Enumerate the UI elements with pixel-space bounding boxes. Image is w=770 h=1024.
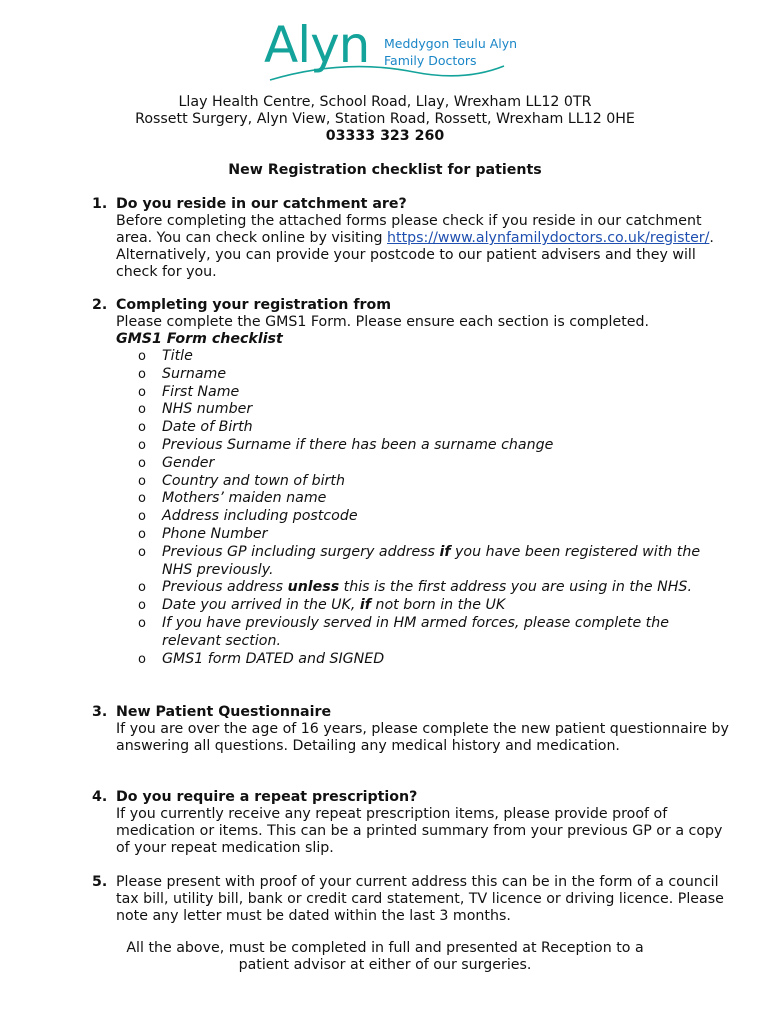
gms1-checklist-title: GMS1 Form checklist xyxy=(116,331,283,347)
logo-subtitle-welsh: Meddygon Teulu Alyn xyxy=(384,36,518,51)
bullet-icon: o xyxy=(138,366,146,382)
checklist-item-text: GMS1 form DATED and SIGNED xyxy=(162,650,385,667)
checklist-item xyxy=(138,508,732,526)
checklist-item-text: First Name xyxy=(162,383,240,400)
checklist-item-text: Previous address xyxy=(162,579,288,596)
checklist-item-text: Previous Surname if there has been a surname change xyxy=(162,436,554,453)
section-3-title: New Patient Questionnaire xyxy=(116,704,332,720)
checklist-item xyxy=(138,651,732,669)
checklist-item-text-after: not born in the UK xyxy=(370,597,506,614)
section-4-title: Do you require a repeat prescription? xyxy=(116,789,418,805)
address-rossett: Rossett Surgery, Alyn View, Station Road, Rossett, Wrexham LL12 0HE xyxy=(135,111,635,127)
bullet-icon: o xyxy=(138,615,146,631)
checklist-item xyxy=(138,544,732,580)
section-5-text: Please present with proof of your current address this can be in the form of a council tax bill, utility bill, bank or credit card statement, TV licence or driving licence. Please note any letter must be dated within the last 3 months. xyxy=(116,874,724,924)
section-2-text: Please complete the GMS1 Form. Please ensure each section is completed. xyxy=(116,314,650,330)
bullet-icon: o xyxy=(138,598,146,614)
checklist-item-emphasis: if xyxy=(439,543,451,560)
bullet-icon: o xyxy=(138,509,146,525)
bullet-icon: o xyxy=(138,384,146,400)
checklist-item xyxy=(138,597,732,615)
checklist-item xyxy=(138,526,732,544)
section-3-text: If you are over the age of 16 years, please complete the new patient questionnaire by answering all questions. Detailing any medical history and medication. xyxy=(116,721,729,754)
section-1-text-before: Before completing the attached forms please check if you reside in our catchment area. You can check online by visiting xyxy=(116,213,702,246)
checklist-item xyxy=(138,473,732,491)
section-5 xyxy=(92,874,732,925)
bullet-icon: o xyxy=(138,349,146,364)
logo-subtitle-english: Family Doctors xyxy=(384,53,477,68)
section-2-number: 2. xyxy=(92,297,108,313)
checklist-item-text: Date you arrived in the UK, xyxy=(162,597,360,614)
gms1-checklist xyxy=(138,348,732,668)
address-llay: Llay Health Centre, School Road, Llay, Wrexham LL12 0TR xyxy=(178,94,592,110)
section-1-text-after: . Alternatively, you can provide your postcode to our patient advisers and they will check for you. xyxy=(116,230,714,280)
bullet-icon: o xyxy=(138,455,146,471)
checklist-item-text: Phone Number xyxy=(162,525,268,542)
bullet-icon: o xyxy=(138,402,146,418)
checklist-item-emphasis: if xyxy=(359,597,371,614)
footer-note: All the above, must be completed in full and presented at Reception to a patient advisor at either of our surgeries. xyxy=(126,940,644,973)
bullet-icon: o xyxy=(138,437,146,453)
section-4-number: 4. xyxy=(92,789,108,805)
checklist-item-text: If you have previously served in HM armed forces, please complete the relevant section. xyxy=(162,614,669,649)
checklist-item-text: Mothers’ maiden name xyxy=(162,490,327,507)
logo-wordmark: Alyn xyxy=(264,16,370,74)
practice-logo xyxy=(264,16,524,84)
bullet-icon: o xyxy=(138,420,146,436)
checklist-item-text: Date of Birth xyxy=(162,419,253,436)
section-1 xyxy=(92,196,732,281)
checklist-item xyxy=(138,348,732,366)
checklist-item xyxy=(138,401,732,419)
bullet-icon: o xyxy=(138,491,146,507)
checklist-item xyxy=(138,455,732,473)
bullet-icon: o xyxy=(138,580,146,596)
section-2 xyxy=(92,297,732,668)
checklist-item-text: Country and town of birth xyxy=(162,472,345,489)
checklist-item-emphasis: unless xyxy=(287,579,340,596)
document-title: New Registration checklist for patients xyxy=(228,162,542,178)
checklist-item xyxy=(138,384,732,402)
section-4 xyxy=(92,789,732,857)
checklist-item-text: Title xyxy=(162,348,193,364)
section-1-text xyxy=(116,213,732,281)
bullet-icon: o xyxy=(138,526,146,542)
checklist-item-text: NHS number xyxy=(162,401,253,418)
checklist-item xyxy=(138,615,732,651)
bullet-icon: o xyxy=(138,473,146,489)
checklist-item-text: Previous GP including surgery address xyxy=(162,543,440,560)
checklist-item-text: Gender xyxy=(162,454,215,471)
checklist-item xyxy=(138,490,732,508)
section-3-number: 3. xyxy=(92,704,108,720)
checklist-item-text: Address including postcode xyxy=(162,508,358,525)
checklist-item xyxy=(138,579,732,597)
checklist-item xyxy=(138,419,732,437)
checklist-item-text-after: you have been registered with the NHS previously. xyxy=(162,543,701,578)
section-3 xyxy=(92,704,732,755)
bullet-icon: o xyxy=(138,544,146,560)
section-2-title: Completing your registration from xyxy=(116,297,392,313)
section-5-number: 5. xyxy=(92,874,108,890)
checklist-item xyxy=(138,366,732,384)
section-4-text: If you currently receive any repeat prescription items, please provide proof of medication or items. This can be a printed summary from your previous GP or a copy of your repeat medication slip. xyxy=(116,806,723,856)
register-link[interactable]: https://www.alynfamilydoctors.co.uk/register/ xyxy=(387,230,710,246)
section-1-title: Do you reside in our catchment are? xyxy=(116,196,407,212)
checklist-item-text: Surname xyxy=(162,365,227,382)
checklist-item-text-after: this is the first address you are using in the NHS. xyxy=(339,579,692,596)
phone-number: 03333 323 260 xyxy=(325,128,445,144)
bullet-icon: o xyxy=(138,651,146,667)
checklist-item xyxy=(138,437,732,455)
section-1-number: 1. xyxy=(92,196,108,212)
